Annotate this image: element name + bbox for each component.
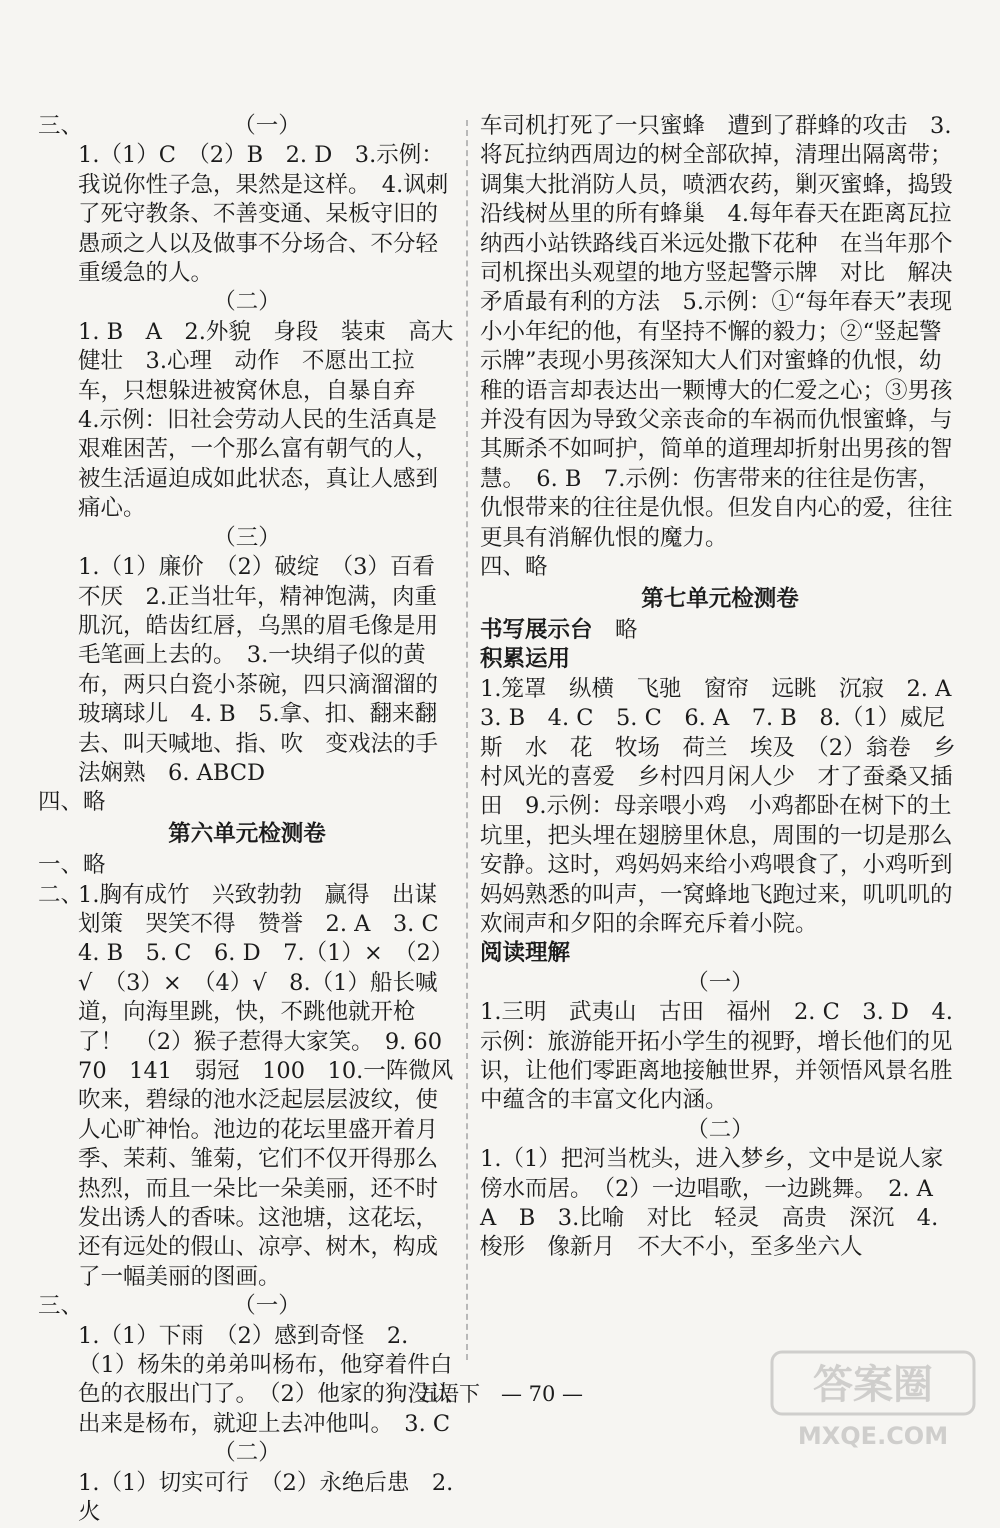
answer-paragraph: 1.胸有成竹 兴致勃勃 赢得 出谋划策 哭笑不得 赞誉 2. A 3. C 4. B 5. C 6. D 7.（1）× （2）√ （3）× （4）√ 8.（1）船长喊道，向海里跳，快，不跳他就开枪了！ （2）猴子惹得大家笑。 9. 60 70 141 弱冠 100 10.一阵微风吹来，碧绿的池水泛起层层波纹，使人心旷神怡。池边的花坛里盛开着月季、茉莉、雏菊，它们不仅开得那么热烈，而且一朵比一朵美丽，还不时发出诱人的香味。这池塘，这花坛，还有远处的假山、凉亭、树木，构成了一幅美丽的图画。 [78, 881, 465, 1290]
answer-paragraph: 1.（1）C （2）B 2. D 3.示例：我说你性子急，果然是这样。 4.讽刺了死守教条、不善变通、呆板守旧的愚顽之人以及做事不分场合、不分轻重缓急的人。 [78, 142, 449, 287]
answer-paragraph: 1.（1）把河当枕头，进入梦乡，文中是说人家傍水而居。 （2）一边唱歌，一边跳舞。 2. A A B 3.比喻 对比 轻灵 高贵 深沉 4.梭形 像新月 不大不小，至多坐六人 [480, 1146, 956, 1261]
section-heading [38, 1292, 456, 1321]
section-block [38, 881, 465, 1293]
right-column [480, 112, 974, 1263]
watermark-url: MXQE.COM [797, 1422, 949, 1450]
watermark-text: 答案圈 [813, 1362, 933, 1408]
answer-paragraph: 1.三明 武夷山 古田 福州 2. C 3. D 4.示例：旅游能开拓小学生的视野，增长他们的见识，让他们零距离地接触世界，并领悟风景名胜中蕴含的丰富文化内涵。 [480, 999, 953, 1114]
section-heading [480, 616, 960, 645]
unit-title: 第六单元检测卷 [168, 820, 326, 847]
answer-paragraph: 1.（1）切实可行 （2）永绝后患 2.火 [78, 1469, 454, 1526]
subsection-label: （二） [213, 289, 281, 316]
section-heading [38, 112, 456, 141]
section-heading: 积累运用 [480, 646, 571, 673]
section-line: 四、略 [480, 554, 548, 581]
answer-paragraph: 1. B A 2.外貌 身段 装束 高大健壮 3.心理 动作 不愿出工拉车，只想躲进被窝休息，自暴自弃 4.示例：旧社会劳动人民的生活真是艰难困苦，一个那么富有朝气的人，被生活逼迫成如此状态，真让人感到痛心。 [78, 318, 454, 522]
subsection-label: （一） [686, 969, 754, 996]
left-column [38, 112, 465, 1528]
section-number: 三、 [38, 1293, 84, 1320]
answer-paragraph: 1.笼罩 纵横 飞驰 窗帘 远眺 沉寂 2. A 3. B 4. C 5. C 6. A 7. B 8.（1）威尼斯 水 花 牧场 荷兰 埃及 （2）翁卷 乡村风光的喜爱 乡村四月闲人少 才了蚕桑又插田 9.示例：母亲喂小鸡 小鸡都卧在树下的土坑里，把头埋在翅膀里休息，周围的一切是那么安静。这时，鸡妈妈来给小鸡喂食了，小鸡听到妈妈熟悉的叫声，一窝蜂地飞跑过来，叽叽叽的欢闹声和夕阳的余晖充斥着小院。 [480, 675, 974, 937]
answer-paragraph: 车司机打死了一只蜜蜂 遭到了群蜂的攻击 3.将瓦拉纳西周边的树全部砍掉，清理出隔离带；调集大批消防人员，喷洒农药，剿灭蜜蜂，捣毁沿线树丛里的所有蜂巢 4.每年春天在距离瓦拉纳西小站铁路线百米远处撒下花种 在当年那个司机探出头观望的地方竖起警示牌 对比 解决矛盾最有利的方法 5.示例：①“每年春天”表现小小年纪的他，有坚持不懈的毅力；②“竖起警示牌”表现小男孩深知大人们对蜜蜂的仇恨，幼稚的语言却表达出一颗博大的仁爱之心；③男孩并没有因为导致父亲丧命的车祸而仇恨蜜蜂，与其厮杀不如呵护，简单的道理却折射出男孩的智慧。 6. B 7.示例：伤害带来的往往是伤害，仇恨带来的往往是仇恨。但发自内心的爱，往往更具有消解仇恨的魔力。 [480, 113, 953, 551]
section-line: 一、略 [38, 852, 106, 879]
subsection-label: （一） [233, 1293, 301, 1320]
heading-text: 略 [592, 616, 638, 643]
section-heading: 阅读理解 [480, 940, 571, 967]
answer-paragraph: 1.（1）下雨 （2）感到奇怪 2.（1）杨朱的弟弟叫杨布，他穿着件白色的衣服出门了。 （2）他家的狗没认出来是杨布，就迎上去冲他叫。 3. C [78, 1322, 453, 1437]
watermark-logo [768, 1348, 978, 1453]
subsection-label: （三） [213, 524, 281, 551]
unit-title: 第七单元检测卷 [641, 585, 799, 612]
answer-paragraph: 1.（1）廉价 （2）破绽 （3）百看不厌 2.正当壮年，精神饱满，肉重肌沉，皓齿红唇，乌黑的眉毛像是用毛笔画上去的。 3.一块绢子似的黄布，两只白瓷小茶碗，四只滴溜溜的玻璃球儿 4. B 5.拿、扣、翻来翻去、叫天喊地、指、吹 变戏法的手法娴熟 6. ABCD [78, 554, 439, 786]
heading-label: 书写展示台 [480, 616, 593, 643]
column-divider [466, 120, 468, 1360]
subsection-label: （二） [213, 1440, 281, 1467]
section-number: 二、 [38, 881, 84, 908]
page-footer: 五语下 — 70 — [416, 1382, 584, 1406]
subsection-label: （一） [233, 113, 301, 139]
section-line: 四、略 [38, 789, 106, 816]
subsection-label: （二） [686, 1116, 754, 1143]
section-number: 三、 [38, 113, 84, 139]
